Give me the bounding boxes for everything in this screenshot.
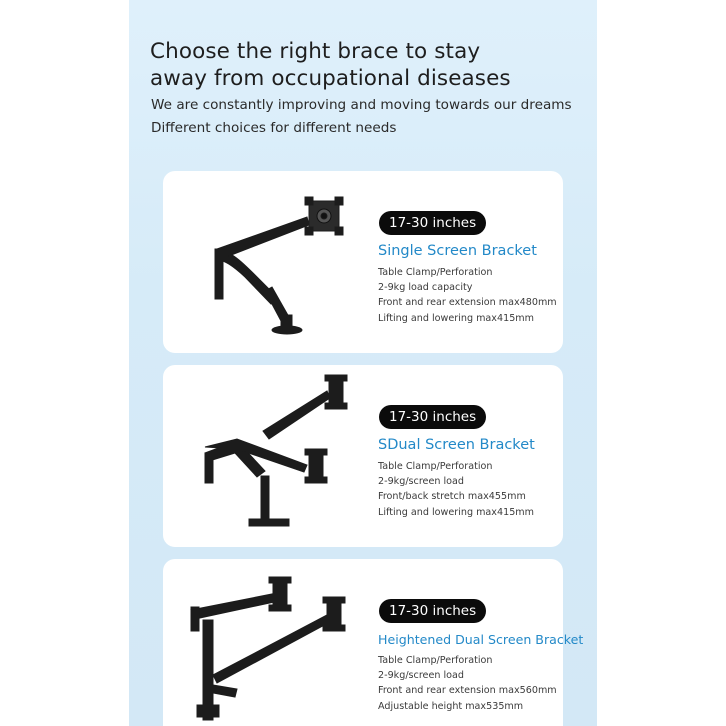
title-line-1: Choose the right brace to stay [150, 39, 481, 64]
spec-item: Front/back stretch max455mm [378, 491, 526, 503]
spec-list [378, 265, 557, 326]
product-card-tall-dual [163, 559, 584, 726]
product-name: Heightened Dual Screen Bracket [378, 632, 584, 647]
size-badge: 17-30 inches [379, 211, 486, 235]
spec-item: Lifting and lowering max415mm [378, 506, 534, 518]
spec-item: Adjustable height max535mm [378, 700, 524, 712]
subtitle-line-2: Different choices for different needs [151, 120, 397, 136]
page-subtitle [151, 94, 572, 140]
dual-monitor-arm-icon [177, 371, 357, 541]
product-card-dual [163, 365, 563, 547]
product-panel [129, 0, 597, 726]
single-monitor-arm-icon [177, 177, 357, 347]
spec-list [378, 653, 557, 714]
tall-dual-monitor-arm-icon [177, 565, 357, 726]
spec-item: 2-9kg load capacity [378, 282, 473, 294]
spec-item: Lifting and lowering max415mm [378, 312, 534, 324]
product-name: Single Screen Bracket [378, 243, 537, 259]
spec-item: Front and rear extension max560mm [378, 685, 557, 697]
spec-item: Table Clamp/Perforation [378, 267, 493, 278]
spec-item: 2-9kg/screen load [378, 670, 464, 682]
spec-item: 2-9kg/screen load [378, 476, 464, 488]
product-name: SDual Screen Bracket [378, 437, 535, 453]
spec-item: Front and rear extension max480mm [378, 297, 557, 309]
spec-item: Table Clamp/Perforation [378, 655, 493, 666]
size-badge: 17-30 inches [379, 405, 486, 429]
product-card-single [163, 171, 563, 353]
title-line-2: away from occupational diseases [150, 66, 511, 91]
subtitle-line-1: We are constantly improving and moving towards our dreams [151, 97, 572, 113]
spec-item: Table Clamp/Perforation [378, 461, 493, 472]
spec-list [378, 459, 534, 520]
size-badge: 17-30 inches [379, 599, 486, 623]
page-title [150, 38, 511, 92]
